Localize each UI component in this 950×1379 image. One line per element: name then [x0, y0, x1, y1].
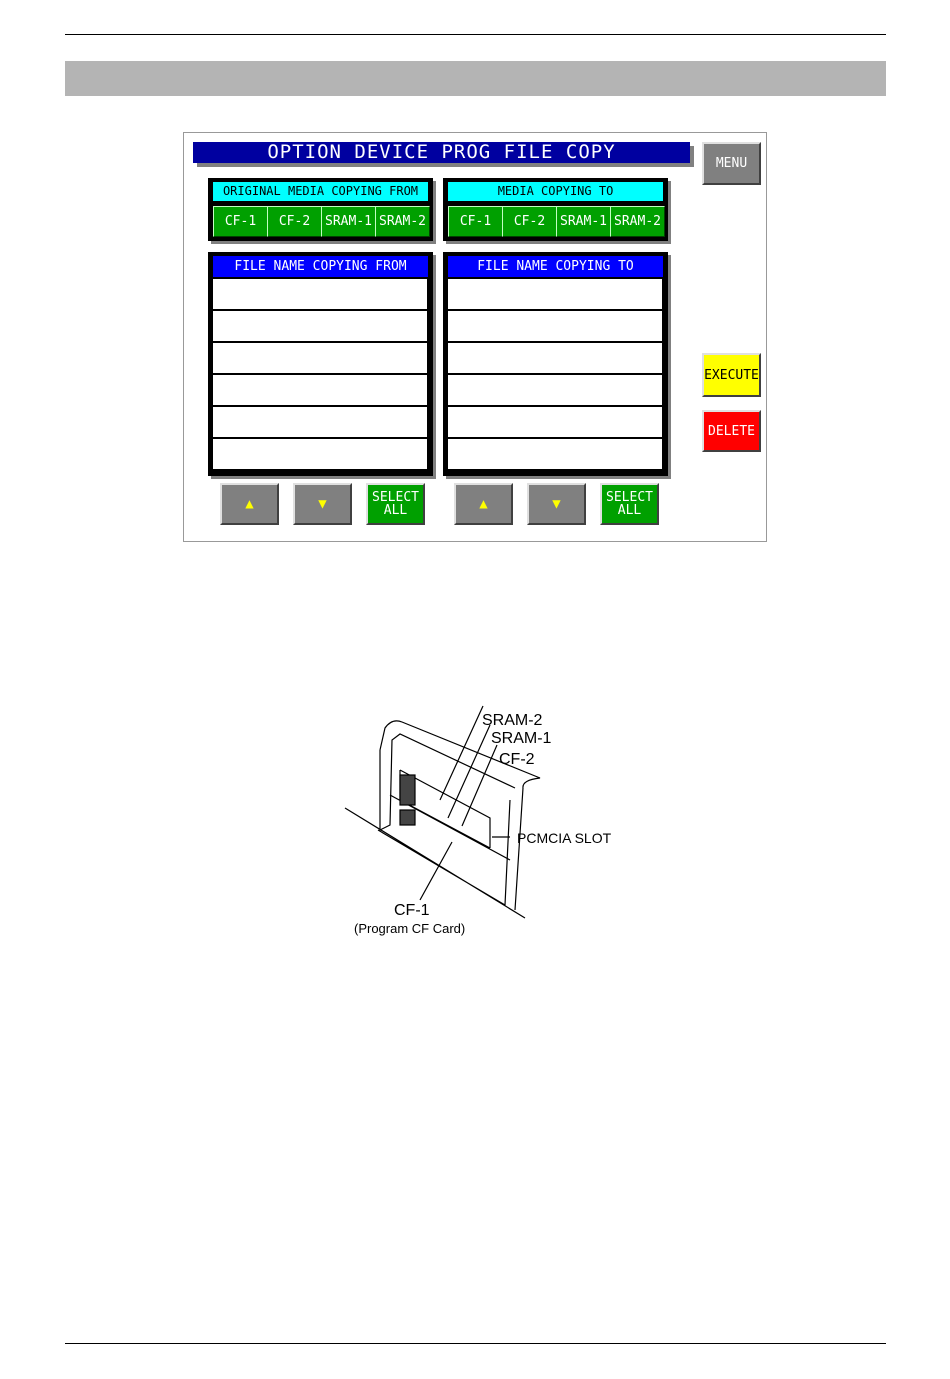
label-cf2: CF-2: [499, 751, 535, 768]
media-from-sram1-button[interactable]: SRAM-1: [321, 206, 376, 237]
slot-connector: [400, 810, 415, 825]
file-from-row[interactable]: [213, 343, 427, 373]
menu-button[interactable]: MENU: [702, 142, 761, 185]
file-to-row[interactable]: [448, 311, 662, 341]
media-to-cf1-button[interactable]: CF-1: [448, 206, 503, 237]
file-from-row[interactable]: [213, 311, 427, 341]
bottom-rule: [65, 1343, 886, 1344]
label-sram2: SRAM-2: [482, 712, 543, 729]
delete-button[interactable]: DELETE: [702, 410, 761, 452]
label-sram1: SRAM-1: [491, 730, 552, 747]
to-scroll-down-button[interactable]: [527, 483, 586, 525]
top-rule: [65, 34, 886, 35]
media-from-cf2-button[interactable]: CF-2: [267, 206, 322, 237]
media-from-panel: [208, 178, 433, 241]
to-scroll-up-button[interactable]: [454, 483, 513, 525]
file-from-row[interactable]: [213, 279, 427, 309]
media-from-cf1-button[interactable]: CF-1: [213, 206, 268, 237]
file-from-row[interactable]: [213, 407, 427, 437]
execute-button[interactable]: EXECUTE: [702, 353, 761, 397]
select-all-label-2: ALL: [383, 503, 408, 518]
media-to-header: MEDIA COPYING TO: [448, 182, 663, 201]
media-to-sram1-button[interactable]: SRAM-1: [556, 206, 611, 237]
to-select-all-button[interactable]: [600, 483, 659, 525]
media-to-panel: [443, 178, 668, 241]
file-to-row[interactable]: [448, 375, 662, 405]
files-from-panel: [208, 252, 433, 476]
files-to-header: FILE NAME COPYING TO: [448, 256, 663, 277]
label-pcmcia-slot: PCMCIA SLOT: [517, 830, 612, 846]
file-to-row[interactable]: [448, 407, 662, 437]
label-cf1: CF-1: [394, 902, 430, 919]
up-arrow-icon: ▲: [479, 495, 488, 512]
down-arrow-icon: ▼: [552, 495, 561, 512]
select-all-label-1: SELECT: [606, 490, 653, 505]
slot-connector: [400, 775, 415, 805]
media-from-sram2-button[interactable]: SRAM-2: [375, 206, 430, 237]
file-to-row[interactable]: [448, 279, 662, 309]
section-header-bar: [65, 61, 886, 96]
files-to-panel: [443, 252, 668, 476]
file-to-row[interactable]: [448, 343, 662, 373]
screen-title: OPTION DEVICE PROG FILE COPY: [193, 142, 690, 163]
select-all-label-1: SELECT: [372, 490, 419, 505]
media-to-sram2-button[interactable]: SRAM-2: [610, 206, 665, 237]
file-from-row[interactable]: [213, 375, 427, 405]
file-from-row[interactable]: [213, 439, 427, 469]
files-from-header: FILE NAME COPYING FROM: [213, 256, 428, 277]
select-all-label-2: ALL: [617, 503, 642, 518]
up-arrow-icon: ▲: [245, 495, 254, 512]
from-scroll-up-button[interactable]: [220, 483, 279, 525]
from-select-all-button[interactable]: [366, 483, 425, 525]
file-to-row[interactable]: [448, 439, 662, 469]
pcmcia-slot-diagram: [340, 700, 630, 940]
media-to-cf2-button[interactable]: CF-2: [502, 206, 557, 237]
media-from-header: ORIGINAL MEDIA COPYING FROM: [213, 182, 428, 201]
from-scroll-down-button[interactable]: [293, 483, 352, 525]
label-cf1-note: (Program CF Card): [354, 921, 466, 936]
down-arrow-icon: ▼: [318, 495, 327, 512]
